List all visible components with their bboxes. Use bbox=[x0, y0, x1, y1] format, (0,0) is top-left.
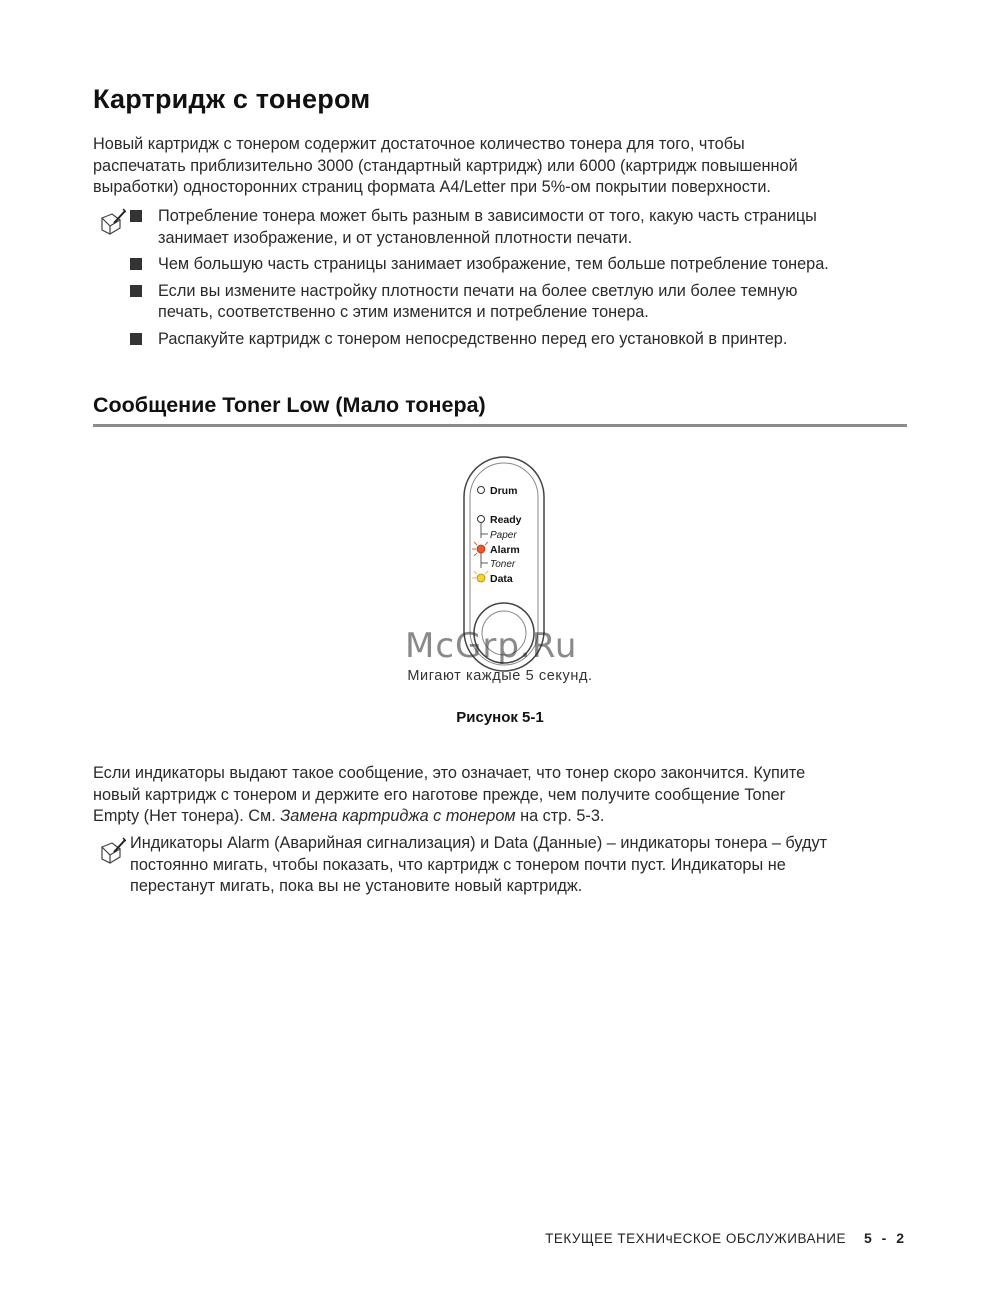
drum-led-icon bbox=[478, 487, 485, 494]
pencil-note-icon bbox=[98, 837, 126, 865]
intro-line: Новый картридж с тонером содержит достаточное количество тонера для того, чтобы bbox=[93, 135, 745, 153]
data-label: Data bbox=[490, 573, 513, 585]
body-line: Empty (Нет тонера). См. bbox=[93, 807, 281, 825]
paper-label: Paper bbox=[490, 530, 517, 541]
intro-line: распечатать приблизительно 3000 (стандартный картридж) или 6000 (картридж повышенной bbox=[93, 156, 798, 175]
alarm-label: Alarm bbox=[490, 544, 520, 556]
section-title: Сообщение Toner Low (Мало тонера) bbox=[93, 393, 486, 417]
body-line: новый картридж с тонером и держите его наготове прежде, чем получите сообщение Toner bbox=[93, 785, 786, 804]
intro-paragraph bbox=[93, 134, 913, 199]
list-item bbox=[130, 254, 920, 276]
list-item bbox=[130, 329, 920, 351]
page-footer bbox=[545, 1230, 907, 1246]
toner-label: Toner bbox=[490, 559, 516, 570]
section-divider bbox=[93, 424, 907, 427]
note-line: Индикаторы Alarm (Аварийная сигнализация) и Data (Данные) – индикаторы тонера – будут bbox=[130, 834, 828, 852]
note-line: печать, соответственно с этим изменится и потребление тонера. bbox=[158, 303, 649, 321]
figure-caption: Мигают каждые 5 секунд. bbox=[407, 668, 593, 684]
body-line: на стр. 5-3. bbox=[515, 807, 605, 825]
body-line: Если индикаторы выдают такое сообщение, это означает, что тонер скоро закончится. Купите bbox=[93, 764, 806, 782]
page-number: 5 - 2 bbox=[863, 1230, 907, 1246]
page-title: Картридж с тонером bbox=[93, 84, 371, 114]
note-line: занимает изображение, и от установленной плотности печати. bbox=[158, 228, 633, 247]
note-line: перестанут мигать, пока вы не установите новый картридж. bbox=[130, 877, 583, 895]
pencil-note-icon bbox=[98, 208, 126, 236]
figure-label: Рисунок 5-1 bbox=[456, 709, 544, 726]
notes-list bbox=[130, 206, 920, 355]
list-item bbox=[130, 206, 920, 249]
note-line: постоянно мигать, чтобы показать, что картридж с тонером почти пуст. Индикаторы не bbox=[130, 855, 786, 874]
drum-label: Drum bbox=[490, 485, 518, 497]
note-line: Потребление тонера может быть разным в зависимости от того, какую часть страницы bbox=[158, 207, 817, 225]
cross-reference-link[interactable]: Замена картриджа с тонером bbox=[280, 807, 516, 825]
chapter-title: ТЕКУЩЕЕ ТЕХНИчЕСКОЕ ОБСЛУЖИВАНИЕ bbox=[545, 1231, 846, 1246]
toner-note bbox=[130, 833, 920, 898]
body-paragraph bbox=[93, 763, 913, 828]
note-line: Распакуйте картридж с тонером непосредственно перед его установкой в принтер. bbox=[158, 329, 788, 348]
ready-label: Ready bbox=[490, 514, 522, 526]
ready-led-icon bbox=[478, 516, 485, 523]
note-line: Если вы измените настройку плотности печати на более светлую или более темную bbox=[158, 281, 798, 300]
note-line: Чем большую часть страницы занимает изображение, тем больше потребление тонера. bbox=[158, 255, 829, 273]
intro-line: выработки) односторонних страниц формата A4/Letter при 5%-ом покрытии поверхности. bbox=[93, 178, 771, 196]
list-item bbox=[130, 281, 920, 324]
watermark: McGrp.Ru bbox=[405, 626, 578, 666]
